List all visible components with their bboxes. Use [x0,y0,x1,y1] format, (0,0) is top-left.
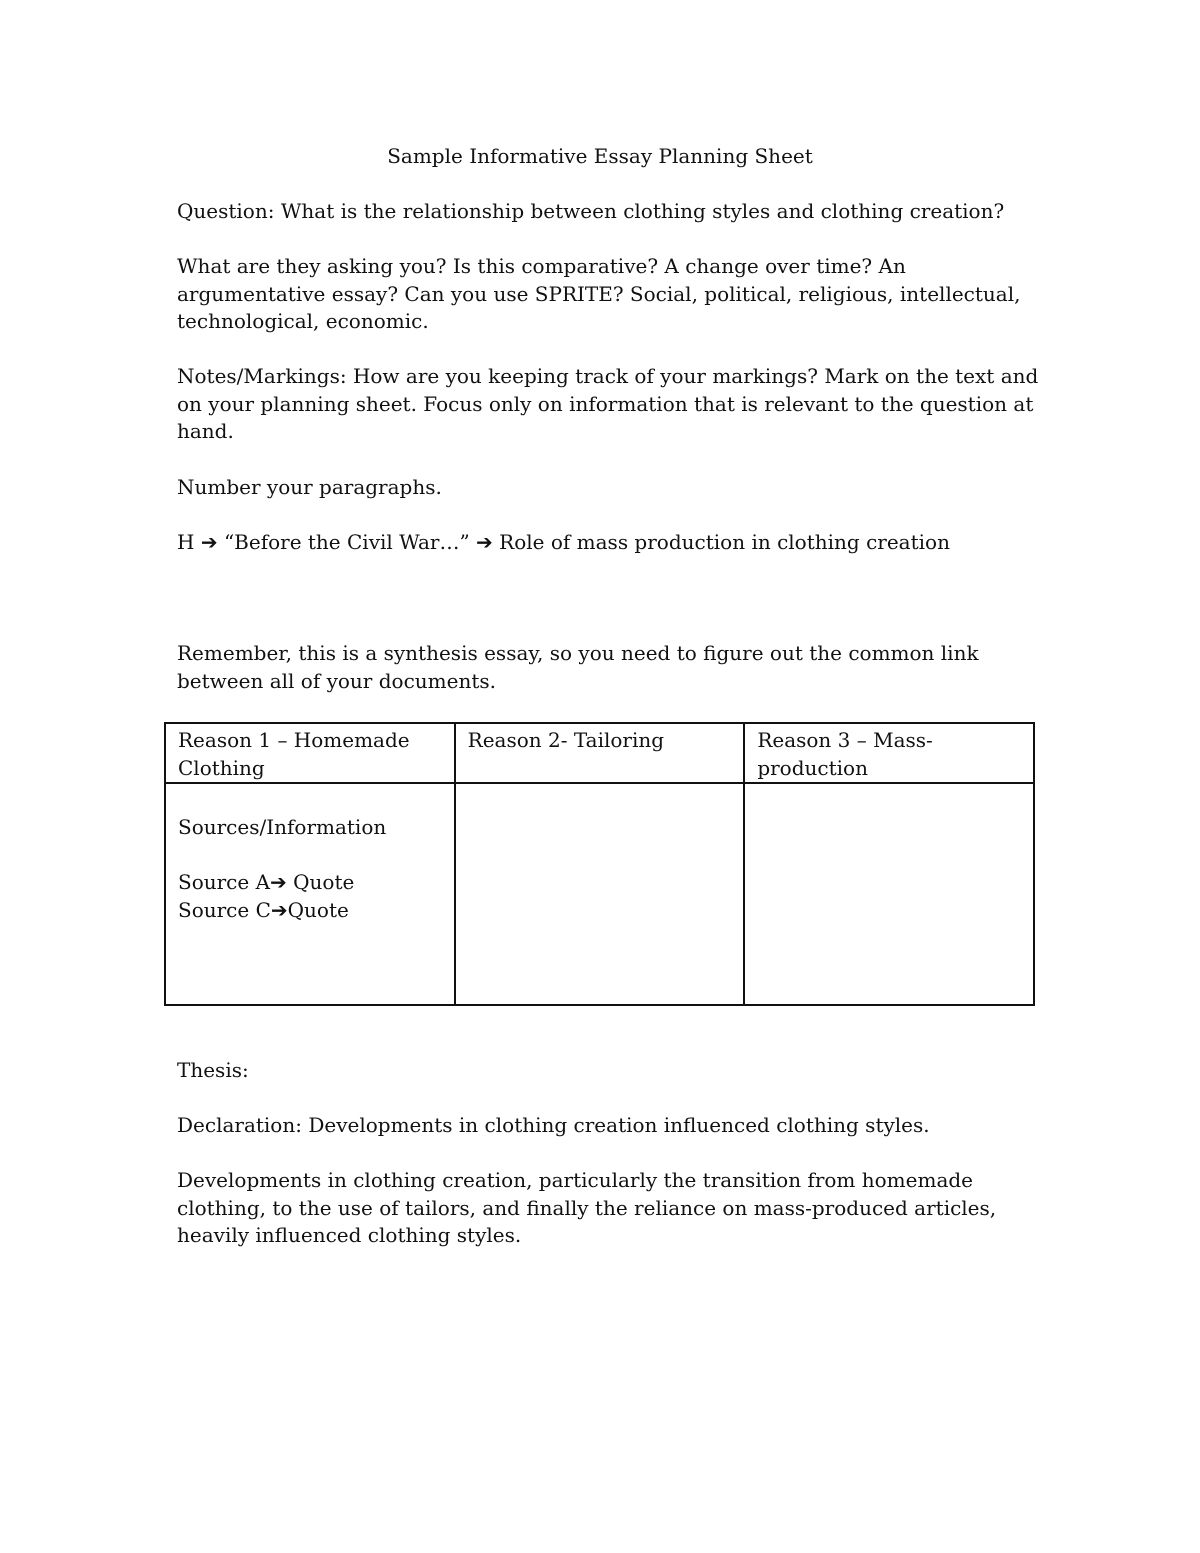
declaration-text [177,1112,1037,1140]
reason-2-header [455,723,745,783]
notes-paragraph [177,363,1037,446]
source-c-line [178,896,442,924]
remember-paragraph [177,640,1037,695]
hook-end: Role of mass production in clothing creation [499,530,950,554]
source-c-quote: Quote [287,898,349,922]
table-header-row [165,723,1034,783]
asking-line: What are they asking you? Is this comparative? A change over time? An [177,254,906,278]
right-arrow-icon: ➔ [200,530,218,554]
right-arrow-icon: ➔ [476,530,493,554]
source-a-quote: Quote [293,870,355,894]
table-row [165,783,1034,1005]
reason-1-cell [165,783,455,1005]
reason-3-header [744,723,1034,783]
question-text [177,198,1037,226]
asking-line: technological, economic. [177,309,429,333]
thesis-label-text [177,1057,1037,1085]
source-c-label: Source C [178,898,271,922]
hook-start: H [177,530,195,554]
right-arrow-icon: ➔ [270,870,287,894]
header-line: production [757,756,868,780]
header-line: Reason 3 – Mass- [757,728,933,752]
hook-line [177,529,1037,557]
reason-2-cell [455,783,745,1005]
reason-1-header [165,723,455,783]
right-arrow-icon: ➔ [270,898,288,922]
notes-line: hand. [177,419,234,443]
asking-line: argumentative essay? Can you use SPRITE? Social, political, religious, intellectual, [177,281,1021,306]
reason-3-cell [744,783,1034,1005]
number-paragraphs-line: Number your paragraphs. [177,475,442,499]
header-line: Reason 2- Tailoring [467,728,665,752]
notes-line: on your planning sheet. Focus only on information that is relevant to the question at [177,391,1034,416]
header-line: Reason 1 – Homemade [178,728,410,752]
declaration-line: Declaration: Developments in clothing creation influenced clothing styles. [177,1113,930,1137]
asking-paragraph [177,253,1037,336]
thesis-label: Thesis: [177,1058,249,1082]
remember-line: Remember, this is a synthesis essay, so you need to figure out the common link [177,641,979,665]
sources-label: Sources/Information [178,815,387,839]
header-line: Clothing [178,756,265,780]
hook-quote: “Before the Civil War…” [223,530,470,554]
hook-row [177,529,1037,557]
question-line: Question: What is the relationship between clothing styles and clothing creation? [177,199,1005,223]
reasons-table [164,722,1035,1006]
thesis-sentence-line: Developments in clothing creation, particularly the transition from homemade [177,1168,974,1192]
thesis-sentence-line: heavily influenced clothing styles. [177,1223,522,1247]
remember-line: between all of your documents. [177,668,496,693]
notes-line: Notes/Markings: How are you keeping track of your markings? Mark on the text and [177,364,1039,388]
source-a-line [178,868,442,896]
thesis-sentence-paragraph [177,1167,1037,1250]
number-paragraphs-text [177,474,1037,502]
page-title: Sample Informative Essay Planning Sheet [387,144,813,168]
thesis-sentence-line: clothing, to the use of tailors, and finally the reliance on mass-produced articles, [177,1195,997,1220]
source-a-label: Source A [178,870,271,894]
